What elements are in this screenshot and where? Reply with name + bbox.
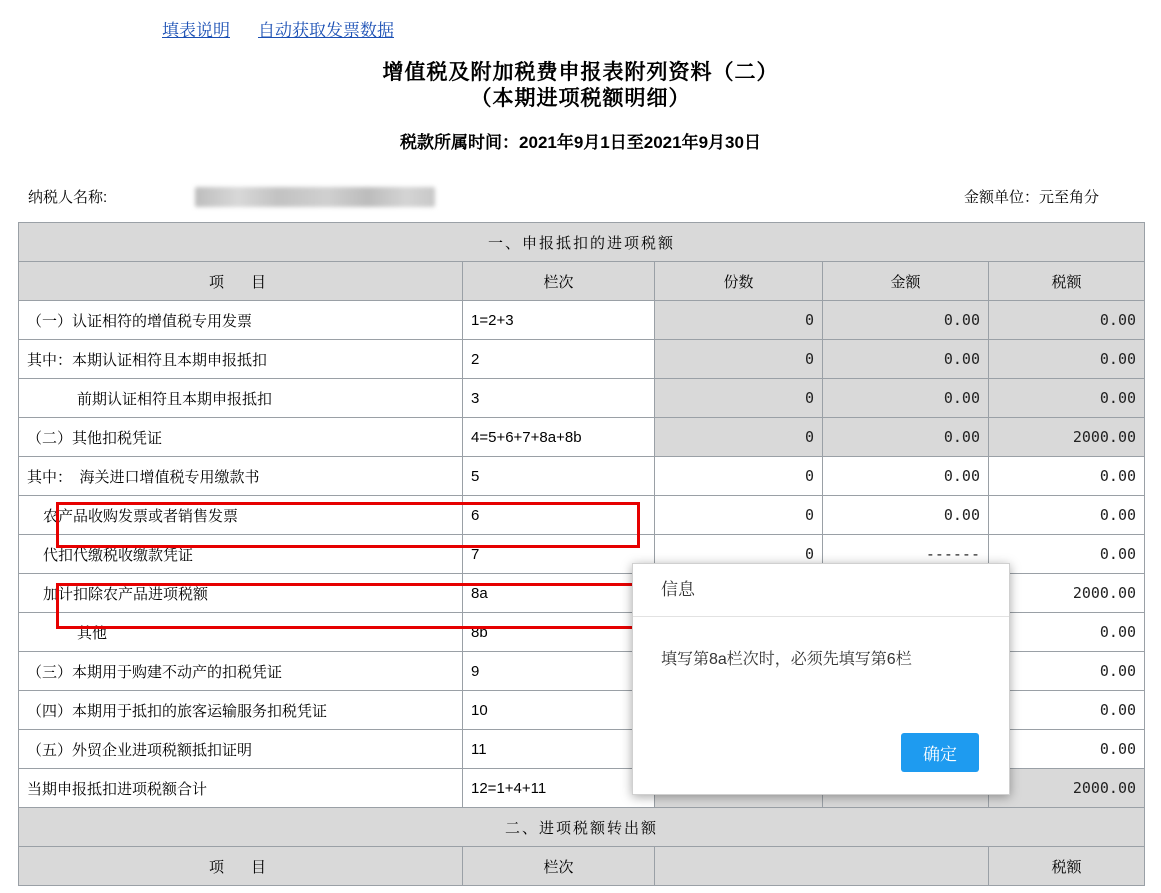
row-item-label: 其中： 海关进口增值税专用缴款书 xyxy=(19,457,463,496)
row-lan: 3 xyxy=(463,379,655,418)
dialog-title: 信息 xyxy=(633,564,1009,617)
header-lan-2: 栏次 xyxy=(463,847,655,886)
confirm-button[interactable]: 确定 xyxy=(901,733,979,772)
row-amount[interactable]: 0.00 xyxy=(823,379,989,418)
dialog-message: 填写第8a栏次时，必须先填写第6栏 xyxy=(661,651,912,668)
dialog-footer xyxy=(901,733,979,772)
row-item-label: （五）外贸企业进项税额抵扣证明 xyxy=(19,730,463,769)
row-tax[interactable]: 0.00 xyxy=(989,496,1145,535)
row-item-label: （二）其他扣税凭证 xyxy=(19,418,463,457)
row-tax[interactable]: 0.00 xyxy=(989,652,1145,691)
row-item-label: 前期认证相符且本期申报抵扣 xyxy=(19,379,463,418)
taxpayer-row xyxy=(0,186,1161,210)
row-tax[interactable]: 0.00 xyxy=(989,379,1145,418)
row-item-label: （一）认证相符的增值税专用发票 xyxy=(19,301,463,340)
row-amount[interactable]: 0.00 xyxy=(823,457,989,496)
row-lan: 1=2+3 xyxy=(463,301,655,340)
taxpayer-label: 纳税人名称: xyxy=(28,189,108,206)
table-row xyxy=(19,301,1145,340)
row-copies[interactable]: 0 xyxy=(655,535,823,574)
row-tax[interactable]: 2000.00 xyxy=(989,574,1145,613)
row-lan: 8a xyxy=(463,574,655,613)
header-amount: 金额 xyxy=(823,262,989,301)
info-dialog xyxy=(632,563,1010,795)
row-tax[interactable]: 0.00 xyxy=(989,340,1145,379)
table-row-agri-invoice xyxy=(19,496,1145,535)
row-tax[interactable]: 0.00 xyxy=(989,730,1145,769)
row-copies[interactable]: 0 xyxy=(655,418,823,457)
header-tax-2: 税额 xyxy=(989,847,1145,886)
tax-period: 税款所属时间：2021年9月1日至2021年9月30日 xyxy=(400,133,761,152)
row-item-label: 当期申报抵扣进项税额合计 xyxy=(19,769,463,808)
row-copies[interactable]: 0 xyxy=(655,379,823,418)
row-lan: 9 xyxy=(463,652,655,691)
row-copies[interactable]: 0 xyxy=(655,301,823,340)
header-spacer-2 xyxy=(655,847,989,886)
row-item-label: 代扣代缴税收缴款凭证 xyxy=(19,535,463,574)
fill-instructions-link[interactable]: 填表说明 xyxy=(162,21,230,40)
section-header-row xyxy=(19,223,1145,262)
table-row xyxy=(19,418,1145,457)
row-tax[interactable]: 0.00 xyxy=(989,535,1145,574)
row-lan: 8b xyxy=(463,613,655,652)
row-amount[interactable]: 0.00 xyxy=(823,496,989,535)
row-lan: 4=5+6+7+8a+8b xyxy=(463,418,655,457)
header-item-2: 项 目 xyxy=(19,847,463,886)
section1-title: 一、申报抵扣的进项税额 xyxy=(19,223,1145,262)
row-item-label: 农产品收购发票或者销售发票 xyxy=(19,496,463,535)
row-item-label: 其中：本期认证相符且本期申报抵扣 xyxy=(19,340,463,379)
top-links xyxy=(162,16,394,41)
page-title: 增值税及附加税费申报表附列资料（二） xyxy=(382,61,779,84)
row-lan: 7 xyxy=(463,535,655,574)
section2-title: 二、进项税额转出额 xyxy=(19,808,1145,847)
row-item-label: （四）本期用于抵扣的旅客运输服务扣税凭证 xyxy=(19,691,463,730)
title-block xyxy=(0,60,1161,153)
page-subtitle: （本期进项税额明细） xyxy=(470,87,691,110)
row-lan: 12=1+4+11 xyxy=(463,769,655,808)
table-row xyxy=(19,457,1145,496)
row-lan: 2 xyxy=(463,340,655,379)
row-item-label: 加计扣除农产品进项税额 xyxy=(19,574,463,613)
table-row xyxy=(19,379,1145,418)
column-header-row-2 xyxy=(19,847,1145,886)
row-lan: 6 xyxy=(463,496,655,535)
header-tax: 税额 xyxy=(989,262,1145,301)
header-copies: 份数 xyxy=(655,262,823,301)
row-copies[interactable]: 0 xyxy=(655,340,823,379)
header-item: 项 目 xyxy=(19,262,463,301)
row-amount: ------ xyxy=(823,535,989,574)
row-lan: 5 xyxy=(463,457,655,496)
amount-unit-label: 金额单位：元至角分 xyxy=(963,189,1099,206)
row-item-label: 其他 xyxy=(19,613,463,652)
row-copies[interactable]: 0 xyxy=(655,457,823,496)
row-amount[interactable]: 0.00 xyxy=(823,301,989,340)
auto-fetch-invoice-link[interactable]: 自动获取发票数据 xyxy=(258,21,394,40)
row-copies[interactable]: 0 xyxy=(655,496,823,535)
section-header-row-2 xyxy=(19,808,1145,847)
column-header-row xyxy=(19,262,1145,301)
taxpayer-name-redacted xyxy=(195,187,435,207)
row-amount[interactable]: 0.00 xyxy=(823,340,989,379)
row-tax[interactable]: 0.00 xyxy=(989,613,1145,652)
row-tax[interactable]: 0.00 xyxy=(989,301,1145,340)
row-tax[interactable]: 2000.00 xyxy=(989,418,1145,457)
row-tax[interactable]: 0.00 xyxy=(989,457,1145,496)
table-row xyxy=(19,340,1145,379)
row-tax[interactable]: 0.00 xyxy=(989,691,1145,730)
row-lan: 11 xyxy=(463,730,655,769)
header-lan: 栏次 xyxy=(463,262,655,301)
row-amount[interactable]: 0.00 xyxy=(823,418,989,457)
row-tax: 2000.00 xyxy=(989,769,1145,808)
row-item-label: （三）本期用于购建不动产的扣税凭证 xyxy=(19,652,463,691)
row-lan: 10 xyxy=(463,691,655,730)
